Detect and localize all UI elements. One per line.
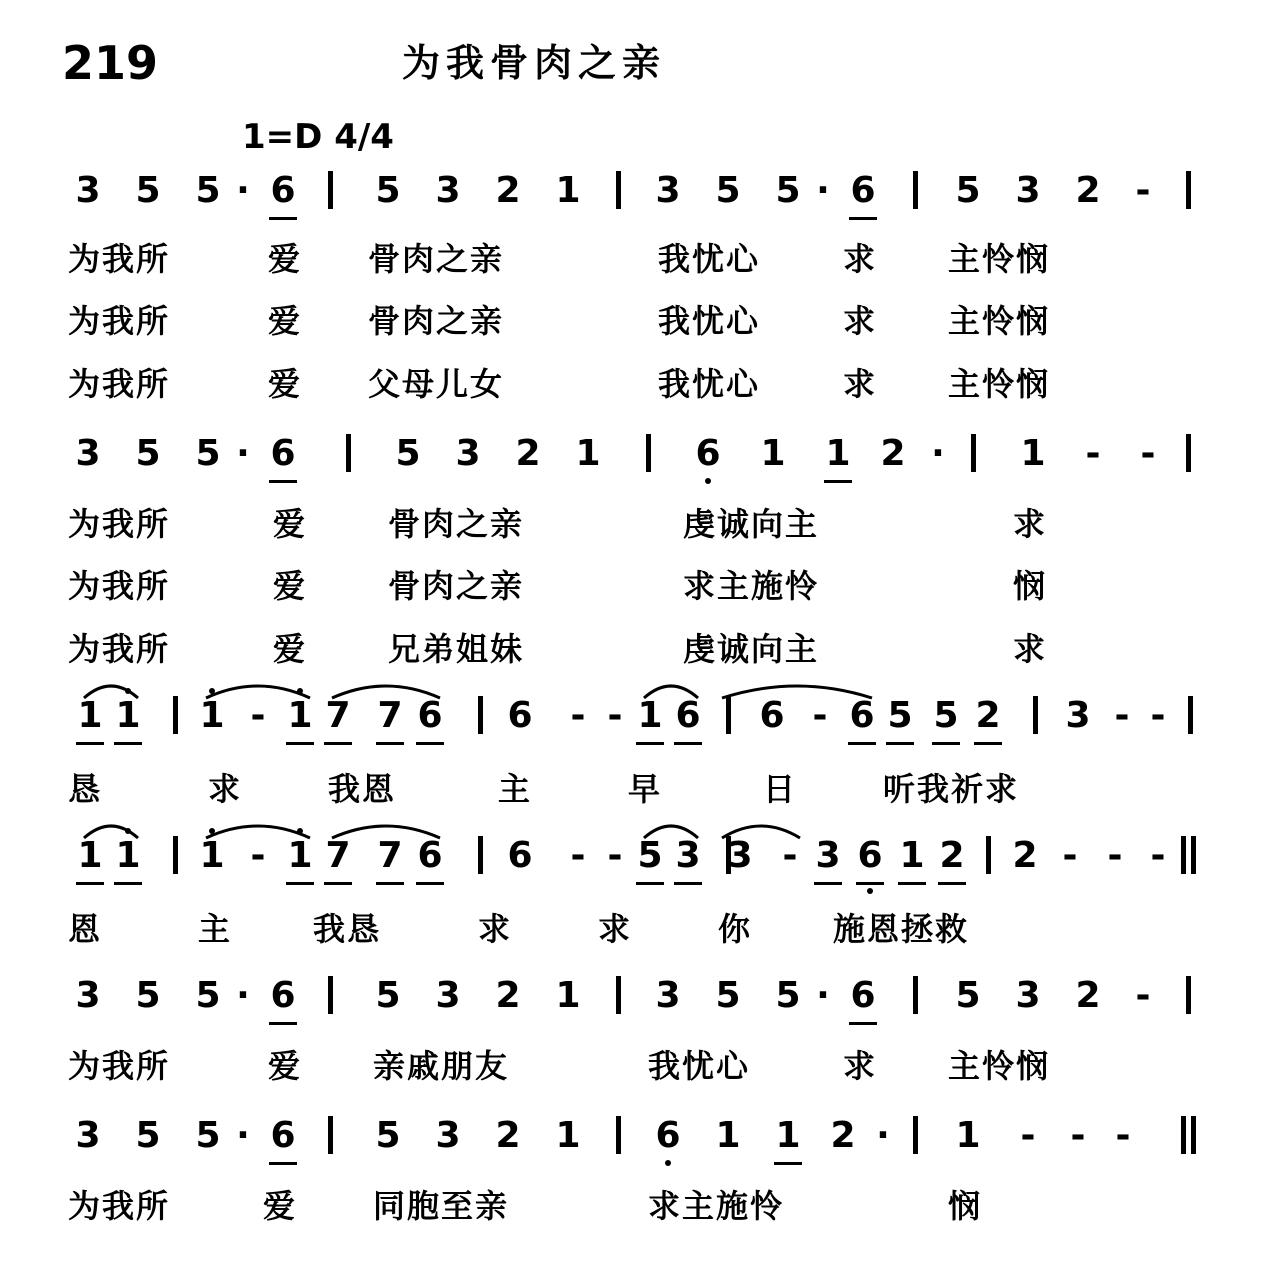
slur-arc: [330, 680, 442, 702]
note: 3: [435, 1115, 461, 1156]
note: 2: [515, 433, 541, 474]
hold-dash: -: [812, 695, 828, 736]
eighth-underline: [849, 1022, 877, 1025]
lyric-segment: 你: [718, 910, 753, 948]
note: 6: [507, 835, 533, 876]
note: 6: [417, 695, 443, 736]
note: 2: [1075, 170, 1101, 211]
note: 2: [975, 695, 1001, 736]
lyric-segment: 为我所: [68, 1187, 171, 1225]
eighth-underline: [376, 882, 404, 885]
hold-dash: -: [1107, 835, 1123, 876]
lyric-segment: 我忧心: [658, 302, 761, 340]
eighth-underline: [938, 882, 966, 885]
lyric-segment: 爱: [268, 240, 303, 278]
dotted-note-dot: ·: [816, 170, 830, 211]
lyric-segment: 爱: [273, 505, 308, 543]
note: 6: [850, 170, 876, 211]
note: 5: [715, 975, 741, 1016]
barline: [971, 434, 976, 472]
lyric-segment: 爱: [268, 302, 303, 340]
dotted-note-dot: ·: [236, 1115, 250, 1156]
barline: [478, 836, 483, 874]
slur-arc: [642, 680, 700, 702]
lyric-segment: 求: [478, 910, 513, 948]
lyric-segment: 为我所: [68, 240, 171, 278]
hold-dash: -: [607, 695, 623, 736]
octave-down-dot: [665, 1160, 671, 1166]
notation-row: [0, 428, 1280, 488]
lyric-segment: 求: [208, 770, 243, 808]
barline: [913, 976, 918, 1014]
hold-dash: -: [1140, 433, 1156, 474]
eighth-underline: [269, 480, 297, 483]
lyric-segment: 爱: [268, 1047, 303, 1085]
lyric-segment: 施恩拯救: [833, 910, 970, 948]
barline: [1033, 696, 1038, 734]
note: 5: [135, 433, 161, 474]
hold-dash: -: [1115, 1115, 1131, 1156]
lyric-segment: 爱: [273, 567, 308, 605]
hold-dash: -: [1070, 1115, 1086, 1156]
lyric-segment: 亲戚朋友: [373, 1047, 510, 1085]
barline: [1191, 1116, 1196, 1154]
note: 5: [955, 975, 981, 1016]
note: 6: [507, 695, 533, 736]
note: 3: [75, 975, 101, 1016]
eighth-underline: [76, 882, 104, 885]
eighth-underline: [114, 742, 142, 745]
note: 3: [655, 170, 681, 211]
lyric-segment: 我忧心: [658, 240, 761, 278]
lyric-segment: 悯: [948, 1187, 983, 1225]
slur-arc: [330, 820, 442, 842]
notation-row: [0, 830, 1280, 890]
slur-arc: [82, 680, 140, 702]
hymn-title: 为我骨肉之亲: [402, 41, 667, 85]
lyric-segment: 主怜悯: [948, 240, 1051, 278]
hold-dash: -: [1135, 170, 1151, 211]
lyric-segment: 为我所: [68, 630, 171, 668]
note: 6: [857, 835, 883, 876]
barline: [1186, 976, 1191, 1014]
note: 5: [135, 1115, 161, 1156]
note: 5: [775, 170, 801, 211]
note: 5: [933, 695, 959, 736]
lyric-segment: 爱: [263, 1187, 298, 1225]
note: 1: [287, 695, 313, 736]
barline: [1181, 836, 1186, 874]
note: 3: [75, 433, 101, 474]
hold-dash: -: [1085, 433, 1101, 474]
note: 6: [270, 975, 296, 1016]
hold-dash: -: [250, 835, 266, 876]
note: 5: [637, 835, 663, 876]
note: 1: [575, 433, 601, 474]
lyric-segment: 父母儿女: [368, 365, 505, 403]
eighth-underline: [774, 1162, 802, 1165]
note: 3: [655, 975, 681, 1016]
eighth-underline: [856, 882, 884, 885]
lyric-segment: 虔诚向主: [683, 630, 820, 668]
hold-dash: -: [607, 835, 623, 876]
note: 1: [775, 1115, 801, 1156]
note: 1: [199, 835, 225, 876]
hymn-number: 219: [62, 36, 159, 90]
note: 6: [850, 975, 876, 1016]
note: 5: [195, 170, 221, 211]
note: 3: [75, 1115, 101, 1156]
lyric-segment: 为我所: [68, 505, 171, 543]
note: 3: [1065, 695, 1091, 736]
hold-dash: -: [570, 695, 586, 736]
hold-dash: -: [1135, 975, 1151, 1016]
notation-row: [0, 1110, 1280, 1170]
note: 3: [727, 835, 753, 876]
barline: [616, 1116, 621, 1154]
slur-arc: [204, 680, 312, 702]
hold-dash: -: [1020, 1115, 1036, 1156]
lyric-segment: 主怜悯: [948, 1047, 1051, 1085]
eighth-underline: [674, 882, 702, 885]
lyric-segment: 主: [498, 770, 533, 808]
lyric-segment: 兄弟姐妹: [388, 630, 525, 668]
hold-dash: -: [1062, 835, 1078, 876]
eighth-underline: [286, 882, 314, 885]
barline: [913, 1116, 918, 1154]
note: 5: [135, 975, 161, 1016]
octave-down-dot: [867, 888, 873, 894]
barline: [616, 171, 621, 209]
eighth-underline: [886, 742, 914, 745]
barline: [173, 696, 178, 734]
note: 6: [270, 1115, 296, 1156]
note: 5: [195, 1115, 221, 1156]
eighth-underline: [376, 742, 404, 745]
notation-row: [0, 165, 1280, 225]
eighth-underline: [932, 742, 960, 745]
note: 5: [775, 975, 801, 1016]
eighth-underline: [898, 882, 926, 885]
lyric-segment: 主怜悯: [948, 302, 1051, 340]
note: 3: [815, 835, 841, 876]
note: 7: [377, 835, 403, 876]
eighth-underline: [269, 1022, 297, 1025]
note: 2: [495, 1115, 521, 1156]
slur-arc: [720, 680, 874, 702]
note: 5: [375, 1115, 401, 1156]
note: 6: [270, 170, 296, 211]
barline: [616, 976, 621, 1014]
barline: [1188, 696, 1193, 734]
note: 2: [1075, 975, 1101, 1016]
note: 1: [555, 170, 581, 211]
note: 3: [75, 170, 101, 211]
barline: [346, 434, 351, 472]
lyric-segment: 骨肉之亲: [388, 505, 525, 543]
lyric-segment: 为我所: [68, 302, 171, 340]
note: 2: [1012, 835, 1038, 876]
note: 2: [830, 1115, 856, 1156]
barline: [328, 1116, 333, 1154]
note: 3: [1015, 170, 1041, 211]
eighth-underline: [674, 742, 702, 745]
lyric-segment: 爱: [273, 630, 308, 668]
note: 1: [555, 1115, 581, 1156]
note: 3: [1015, 975, 1041, 1016]
note: 1: [825, 433, 851, 474]
barline: [328, 976, 333, 1014]
note: 5: [395, 433, 421, 474]
lyric-segment: 主怜悯: [948, 365, 1051, 403]
eighth-underline: [848, 742, 876, 745]
note: 1: [199, 695, 225, 736]
eighth-underline: [286, 742, 314, 745]
note: 5: [955, 170, 981, 211]
eighth-underline: [324, 742, 352, 745]
lyric-segment: 爱: [268, 365, 303, 403]
note: 2: [939, 835, 965, 876]
hold-dash: -: [1150, 835, 1166, 876]
note: 5: [195, 975, 221, 1016]
barline: [1186, 434, 1191, 472]
eighth-underline: [416, 882, 444, 885]
note: 5: [195, 433, 221, 474]
note: 1: [115, 835, 141, 876]
lyric-segment: 主: [198, 910, 233, 948]
eighth-underline: [814, 882, 842, 885]
note: 5: [887, 695, 913, 736]
note: 5: [715, 170, 741, 211]
note: 5: [375, 975, 401, 1016]
lyric-segment: 骨肉之亲: [388, 567, 525, 605]
note: 2: [495, 975, 521, 1016]
notation-row: [0, 970, 1280, 1030]
note: 1: [287, 835, 313, 876]
lyric-segment: 求主施怜: [683, 567, 820, 605]
note: 6: [270, 433, 296, 474]
barline: [173, 836, 178, 874]
lyric-segment: 我忧心: [658, 365, 761, 403]
lyric-segment: 为我所: [68, 567, 171, 605]
barline: [646, 434, 651, 472]
note: 7: [325, 695, 351, 736]
lyric-segment: 日: [763, 770, 798, 808]
dotted-note-dot: ·: [236, 170, 250, 211]
note: 6: [655, 1115, 681, 1156]
eighth-underline: [76, 742, 104, 745]
eighth-underline: [849, 217, 877, 220]
dotted-note-dot: ·: [236, 433, 250, 474]
lyric-segment: 为我所: [68, 1047, 171, 1085]
lyric-segment: 求主施怜: [648, 1187, 785, 1225]
lyric-segment: 我忧心: [648, 1047, 751, 1085]
note: 5: [135, 170, 161, 211]
eighth-underline: [636, 742, 664, 745]
hold-dash: -: [570, 835, 586, 876]
barline: [986, 836, 991, 874]
lyric-segment: 求: [1013, 630, 1048, 668]
note: 1: [1020, 433, 1046, 474]
lyric-segment: 听我祈求: [883, 770, 1020, 808]
note: 3: [455, 433, 481, 474]
eighth-underline: [636, 882, 664, 885]
note: 1: [955, 1115, 981, 1156]
note: 6: [695, 433, 721, 474]
lyric-segment: 求: [843, 365, 878, 403]
eighth-underline: [114, 882, 142, 885]
eighth-underline: [416, 742, 444, 745]
note: 7: [377, 695, 403, 736]
note: 3: [675, 835, 701, 876]
hold-dash: -: [1114, 695, 1130, 736]
lyric-segment: 求: [843, 1047, 878, 1085]
hold-dash: -: [782, 835, 798, 876]
note: 6: [417, 835, 443, 876]
eighth-underline: [269, 217, 297, 220]
note: 6: [675, 695, 701, 736]
lyric-segment: 恳: [68, 770, 103, 808]
hold-dash: -: [250, 695, 266, 736]
note: 1: [899, 835, 925, 876]
slur-arc: [720, 820, 802, 842]
note: 5: [375, 170, 401, 211]
note: 7: [325, 835, 351, 876]
barline: [1181, 1116, 1186, 1154]
slur-arc: [82, 820, 140, 842]
lyric-segment: 同胞至亲: [373, 1187, 510, 1225]
dotted-note-dot: ·: [816, 975, 830, 1016]
lyric-segment: 恩: [68, 910, 103, 948]
eighth-underline: [824, 480, 852, 483]
note: 1: [760, 433, 786, 474]
barline: [478, 696, 483, 734]
octave-down-dot: [705, 478, 711, 484]
note: 1: [555, 975, 581, 1016]
barline: [328, 171, 333, 209]
lyric-segment: 我恩: [328, 770, 397, 808]
lyric-segment: 求: [843, 302, 878, 340]
note: 3: [435, 975, 461, 1016]
note: 1: [77, 835, 103, 876]
note: 1: [715, 1115, 741, 1156]
note: 3: [435, 170, 461, 211]
dotted-note-dot: ·: [931, 433, 945, 474]
hold-dash: -: [1150, 695, 1166, 736]
lyric-segment: 求: [598, 910, 633, 948]
note: 1: [637, 695, 663, 736]
lyric-segment: 求: [1013, 505, 1048, 543]
barline: [1186, 171, 1191, 209]
slur-arc: [204, 820, 312, 842]
eighth-underline: [324, 882, 352, 885]
slur-arc: [642, 820, 700, 842]
lyric-segment: 悯: [1013, 567, 1048, 605]
note: 1: [115, 695, 141, 736]
note: 6: [849, 695, 875, 736]
eighth-underline: [269, 1162, 297, 1165]
note: 2: [495, 170, 521, 211]
eighth-underline: [974, 742, 1002, 745]
lyric-segment: 为我所: [68, 365, 171, 403]
notation-row: [0, 690, 1280, 750]
lyric-segment: 早: [628, 770, 663, 808]
note: 2: [880, 433, 906, 474]
lyric-segment: 求: [843, 240, 878, 278]
lyric-segment: 我恳: [313, 910, 382, 948]
note: 1: [77, 695, 103, 736]
note: 6: [759, 695, 785, 736]
dotted-note-dot: ·: [236, 975, 250, 1016]
dotted-note-dot: ·: [876, 1115, 890, 1156]
lyric-segment: 骨肉之亲: [368, 302, 505, 340]
barline: [913, 171, 918, 209]
barline: [1191, 836, 1196, 874]
lyric-segment: 虔诚向主: [683, 505, 820, 543]
key-signature: 1=D 4/4: [242, 117, 394, 157]
lyric-segment: 骨肉之亲: [368, 240, 505, 278]
